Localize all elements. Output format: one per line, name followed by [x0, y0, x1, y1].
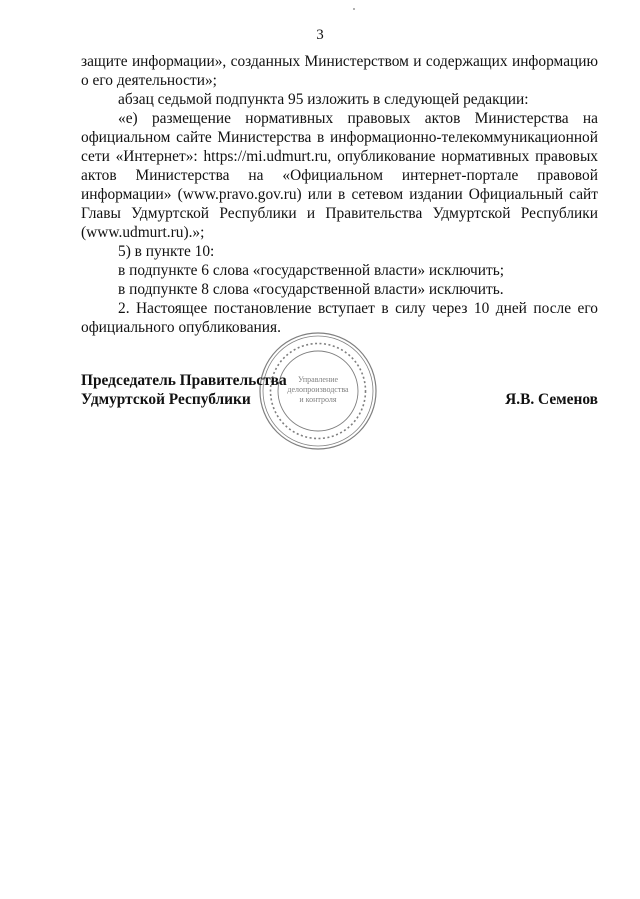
- signer-title-line-1: Председатель Правительства: [81, 372, 287, 389]
- signer-name: Я.В. Семенов: [505, 391, 598, 408]
- paragraph-amendment-text: «е) размещение нормативных правовых актов Министерства на официальном сайте Министерства в информационно-телекоммуникационной сети «Интернет»: https://mi.udmurt.ru, опубликование нормативных правовых актов Министерства на «Официальном интернет-портале правовой информации» (www.pravo.gov.ru) или в сетевом издании Официальный сайт Главы Удмуртской Республики и Правительства Удмуртской Республики (www.udmurt.ru).»;: [81, 110, 598, 241]
- paragraph-continuation: защите информации», созданных Министерством и содержащих информацию о его деятельности»;: [81, 53, 598, 89]
- paragraph-entry-into-force: 2. Настоящее постановление вступает в силу через 10 дней после его официального опубликования.: [81, 300, 598, 336]
- signature-block: [81, 371, 598, 411]
- signer-title: [81, 371, 287, 409]
- svg-text:и контроля: и контроля: [299, 395, 337, 404]
- svg-text:делопроизводства: делопроизводства: [287, 385, 349, 394]
- paragraph-subpoint-6: в подпункте 6 слова «государственной власти» исключить;: [118, 262, 505, 279]
- paragraph-subpoint-8: в подпункте 8 слова «государственной власти» исключить.: [118, 281, 504, 298]
- paragraph-point-10: 5) в пункте 10:: [118, 243, 215, 260]
- document-body: [81, 52, 598, 337]
- page-number: 3: [316, 27, 324, 43]
- signer-title-line-2: Удмуртской Республики: [81, 391, 251, 408]
- scan-speck: [353, 8, 355, 10]
- paragraph-amendment-intro: абзац седьмой подпункта 95 изложить в следующей редакции:: [118, 91, 529, 108]
- svg-text:Управление: Управление: [297, 375, 339, 384]
